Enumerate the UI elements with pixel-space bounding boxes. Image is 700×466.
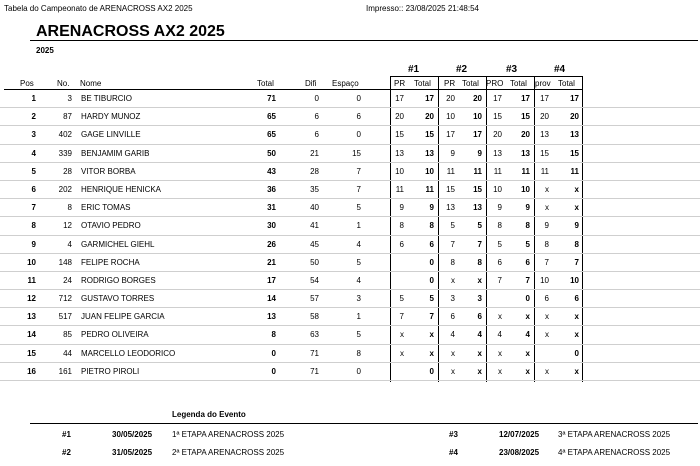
cell-e3-pr: 9 [497, 203, 502, 213]
cell-name: HARDY MUNOZ [81, 112, 141, 122]
cell-e1-total: 20 [425, 112, 434, 122]
cell-e4-total: x [574, 203, 579, 213]
legend-num-1: #1 [62, 430, 71, 439]
cell-e3-pr: 11 [493, 166, 502, 176]
cell-e2-total: x [477, 366, 482, 376]
cell-e4-total: 0 [574, 348, 579, 358]
cell-espaco: 1 [356, 312, 361, 322]
cell-e2-total: 9 [477, 148, 482, 158]
cell-e2-pr: 15 [446, 184, 455, 194]
cell-total: 8 [271, 330, 276, 340]
cell-number: 517 [58, 312, 72, 322]
cell-name: MARCELLO LEODORICO [81, 348, 176, 358]
cell-e2-pr: x [451, 275, 455, 285]
cell-e2-pr: 7 [450, 239, 455, 249]
cell-e1-pr: 11 [395, 184, 404, 194]
document-title: Tabela do Campeonato de ARENACROSS AX2 2025 [4, 4, 193, 13]
cell-number: 85 [63, 330, 72, 340]
col-header-number: No. [57, 79, 70, 88]
table-row [0, 308, 700, 326]
col-header-e4-total: Total [558, 79, 575, 88]
cell-name: PIETRO PIROLI [81, 366, 140, 376]
cell-total: 0 [271, 366, 276, 376]
cell-e1-pr: 15 [395, 130, 404, 140]
cell-espaco: 5 [356, 203, 361, 213]
cell-e4-total: x [574, 312, 579, 322]
cell-e1-pr: x [400, 330, 404, 340]
cell-number: 202 [58, 184, 72, 194]
table-row [0, 363, 700, 381]
cell-espaco: 15 [352, 148, 361, 158]
cell-total: 65 [267, 130, 276, 140]
table-row [0, 199, 700, 217]
col-header-total: Total [257, 79, 274, 88]
cell-e4-pr: 6 [544, 294, 549, 304]
cell-e1-pr: 5 [399, 294, 404, 304]
cell-e3-pr: 10 [493, 184, 502, 194]
cell-e2-pr: 11 [446, 166, 455, 176]
season-year: 2025 [36, 46, 54, 55]
col-header-e4-pr: prov [535, 79, 551, 88]
cell-pos: 15 [27, 348, 36, 358]
cell-difi: 71 [310, 348, 319, 358]
cell-number: 87 [63, 112, 72, 122]
table-row [0, 236, 700, 254]
cell-e4-pr: 11 [540, 166, 549, 176]
col-header-e1-pr: PR [394, 79, 406, 88]
cell-pos: 16 [27, 366, 36, 376]
cell-number: 4 [67, 239, 72, 249]
cell-difi: 50 [310, 257, 319, 267]
print-timestamp: Impresso:: 23/08/2025 21:48:54 [366, 4, 479, 13]
cell-e4-total: 13 [570, 130, 579, 140]
cell-e3-total: x [525, 348, 530, 358]
cell-total: 26 [267, 239, 276, 249]
cell-total: 0 [271, 348, 276, 358]
cell-pos: 7 [31, 203, 36, 213]
cell-e2-pr: 6 [450, 312, 455, 322]
cell-pos: 4 [31, 148, 36, 158]
title-divider [30, 40, 698, 41]
cell-e1-total: 8 [429, 221, 434, 231]
cell-espaco: 3 [356, 294, 361, 304]
cell-e2-total: 5 [477, 221, 482, 231]
cell-pos: 1 [31, 94, 36, 103]
cell-e3-pr: x [498, 312, 502, 322]
col-header-e3-total: Total [510, 79, 527, 88]
cell-difi: 6 [314, 130, 319, 140]
cell-pos: 8 [31, 221, 36, 231]
row-divider [0, 380, 700, 381]
cell-e3-pr: 4 [497, 330, 502, 340]
cell-total: 13 [267, 312, 276, 322]
cell-e1-total: x [429, 330, 434, 340]
cell-e1-pr: 13 [395, 148, 404, 158]
cell-name: FELIPE ROCHA [81, 257, 140, 267]
col-header-difi: Difi [305, 79, 317, 88]
cell-pos: 5 [31, 166, 36, 176]
cell-e1-total: 7 [429, 312, 434, 322]
cell-e4-pr: 13 [540, 130, 549, 140]
legend-title: Legenda do Evento [172, 410, 246, 419]
cell-e4-total: 20 [570, 112, 579, 122]
cell-e3-pr: 15 [493, 112, 502, 122]
cell-e4-total: 17 [570, 94, 579, 103]
cell-pos: 13 [27, 312, 36, 322]
cell-difi: 40 [310, 203, 319, 213]
col-header-pos: Pos [20, 79, 34, 88]
cell-e2-pr: x [451, 348, 455, 358]
cell-espaco: 8 [356, 348, 361, 358]
cell-name: GAGE LINVILLE [81, 130, 141, 140]
cell-total: 14 [267, 294, 276, 304]
cell-total: 65 [267, 112, 276, 122]
table-row [0, 290, 700, 308]
cell-e1-total: 5 [429, 294, 434, 304]
cell-name: ERIC TOMAS [81, 203, 131, 213]
cell-number: 3 [67, 94, 72, 103]
cell-e4-pr: x [545, 366, 549, 376]
legend-num-3: #3 [449, 430, 458, 439]
table-row [0, 145, 700, 163]
table-row [0, 272, 700, 290]
cell-total: 17 [267, 275, 276, 285]
cell-e3-pr: 13 [493, 148, 502, 158]
cell-e2-pr: 10 [446, 112, 455, 122]
table-row [0, 345, 700, 363]
cell-number: 402 [58, 130, 72, 140]
cell-e4-total: x [574, 366, 579, 376]
cell-number: 712 [58, 294, 72, 304]
cell-e1-total: 6 [429, 239, 434, 249]
legend-name-1: 1ª ETAPA ARENACROSS 2025 [172, 430, 285, 439]
legend-name-2: 2ª ETAPA ARENACROSS 2025 [172, 448, 285, 457]
cell-e4-pr: 10 [540, 275, 549, 285]
cell-number: 28 [63, 166, 72, 176]
cell-e3-pr: 5 [497, 239, 502, 249]
cell-pos: 2 [31, 112, 36, 122]
cell-total: 50 [267, 148, 276, 158]
cell-espaco: 5 [356, 330, 361, 340]
cell-e3-total: 9 [525, 203, 530, 213]
cell-pos: 9 [31, 239, 36, 249]
cell-e1-pr: 20 [395, 112, 404, 122]
cell-name: RODRIGO BORGES [81, 275, 156, 285]
cell-e2-total: x [477, 348, 482, 358]
cell-pos: 3 [31, 130, 36, 140]
cell-e4-total: 11 [570, 166, 579, 176]
cell-e3-total: 4 [525, 330, 530, 340]
cell-name: BE TIBURCIO [81, 94, 132, 103]
cell-e2-pr: 3 [450, 294, 455, 304]
cell-e1-total: x [429, 348, 434, 358]
cell-name: BENJAMIM GARIB [81, 148, 150, 158]
cell-pos: 10 [27, 257, 36, 267]
cell-e3-pr: x [498, 348, 502, 358]
cell-e2-total: 17 [473, 130, 482, 140]
cell-e2-total: 11 [473, 166, 482, 176]
cell-e2-pr: 5 [450, 221, 455, 231]
cell-e3-total: x [525, 366, 530, 376]
cell-total: 30 [267, 221, 276, 231]
cell-difi: 28 [310, 166, 319, 176]
cell-e3-pr: 17 [493, 94, 502, 103]
cell-e2-total: 7 [477, 239, 482, 249]
cell-e1-total: 0 [429, 257, 434, 267]
cell-e1-pr: 9 [399, 203, 404, 213]
cell-pos: 11 [27, 275, 36, 285]
cell-e2-pr: 17 [446, 130, 455, 140]
legend-date-1: 30/05/2025 [112, 430, 153, 439]
cell-e1-total: 0 [429, 275, 434, 285]
cell-e1-total: 11 [425, 184, 434, 194]
cell-e3-total: 13 [521, 148, 530, 158]
cell-e2-pr: x [451, 366, 455, 376]
cell-e4-pr: 15 [540, 148, 549, 158]
legend-name-4: 4ª ETAPA ARENACROSS 2025 [558, 448, 671, 457]
cell-total: 36 [267, 184, 276, 194]
cell-total: 31 [267, 203, 276, 213]
cell-difi: 58 [310, 312, 319, 322]
cell-espaco: 7 [356, 184, 361, 194]
table-row [0, 181, 700, 199]
table-row [0, 90, 700, 108]
cell-e2-pr: 13 [446, 203, 455, 213]
cell-e3-total: 15 [521, 112, 530, 122]
cell-e2-pr: 4 [450, 330, 455, 340]
cell-number: 44 [63, 348, 72, 358]
cell-e1-pr: 8 [399, 221, 404, 231]
event-header-2: #2 [456, 64, 468, 75]
cell-e3-pr: 8 [497, 221, 502, 231]
cell-e3-total: 20 [521, 130, 530, 140]
event-header-4: #4 [554, 64, 566, 75]
cell-name: PEDRO OLIVEIRA [81, 330, 149, 340]
table-row [0, 217, 700, 235]
cell-espaco: 0 [356, 366, 361, 376]
cell-e3-total: x [525, 312, 530, 322]
cell-difi: 41 [310, 221, 319, 231]
cell-e4-total: 15 [570, 148, 579, 158]
col-header-e1-total: Total [414, 79, 431, 88]
cell-e2-total: 20 [473, 94, 482, 103]
cell-pos: 14 [27, 330, 36, 340]
cell-e4-total: 7 [574, 257, 579, 267]
cell-number: 339 [58, 148, 72, 158]
col-header-name: Nome [80, 79, 102, 88]
cell-e1-pr: 6 [399, 239, 404, 249]
table-row [0, 326, 700, 344]
cell-e4-pr: x [545, 203, 549, 213]
cell-e1-total: 9 [429, 203, 434, 213]
cell-name: HENRIQUE HENICKA [81, 184, 162, 194]
table-row [0, 163, 700, 181]
cell-e4-pr: 8 [544, 239, 549, 249]
standings-table [0, 90, 700, 381]
cell-name: JUAN FELIPE GARCIA [81, 312, 165, 322]
cell-pos: 12 [27, 294, 36, 304]
col-header-espaco: Espaço [332, 79, 359, 88]
cell-e4-pr: x [545, 330, 549, 340]
cell-name: VITOR BORBA [81, 166, 136, 176]
cell-e3-pr: 7 [497, 275, 502, 285]
cell-e1-pr: 10 [395, 166, 404, 176]
cell-espaco: 4 [356, 275, 361, 285]
legend-date-3: 12/07/2025 [499, 430, 540, 439]
legend-num-4: #4 [449, 448, 458, 457]
cell-e1-total: 17 [425, 94, 434, 103]
cell-e2-pr: 20 [446, 94, 455, 103]
cell-espaco: 4 [356, 239, 361, 249]
cell-e3-total: 7 [525, 275, 530, 285]
legend-num-2: #2 [62, 448, 71, 457]
cell-difi: 63 [310, 330, 319, 340]
cell-difi: 35 [310, 184, 319, 194]
table-row [0, 126, 700, 144]
legend-date-2: 31/05/2025 [112, 448, 153, 457]
cell-espaco: 5 [356, 257, 361, 267]
cell-e3-pr: x [498, 366, 502, 376]
cell-difi: 45 [310, 239, 319, 249]
cell-e3-total: 0 [525, 294, 530, 304]
cell-e2-pr: 8 [450, 257, 455, 267]
cell-number: 161 [58, 366, 72, 376]
cell-number: 148 [58, 257, 72, 267]
cell-e4-total: 9 [574, 221, 579, 231]
cell-espaco: 0 [356, 94, 361, 103]
cell-e2-total: 4 [477, 330, 482, 340]
col-header-e3-pr: PRO [486, 79, 504, 88]
cell-e2-total: 3 [477, 294, 482, 304]
cell-e2-total: 8 [477, 257, 482, 267]
cell-espaco: 7 [356, 166, 361, 176]
cell-e3-pr: 20 [493, 130, 502, 140]
legend-date-4: 23/08/2025 [499, 448, 540, 457]
table-row [0, 254, 700, 272]
event-header-3: #3 [506, 64, 518, 75]
cell-number: 12 [63, 221, 72, 231]
cell-e2-total: 13 [473, 203, 482, 213]
cell-difi: 71 [310, 366, 319, 376]
legend-name-3: 3ª ETAPA ARENACROSS 2025 [558, 430, 671, 439]
cell-e3-total: 6 [525, 257, 530, 267]
cell-e1-pr: x [400, 348, 404, 358]
cell-e4-pr: 17 [540, 94, 549, 103]
cell-number: 8 [67, 203, 72, 213]
cell-e3-total: 11 [521, 166, 530, 176]
cell-e3-total: 10 [521, 184, 530, 194]
cell-e3-pr: 6 [497, 257, 502, 267]
cell-difi: 57 [310, 294, 319, 304]
cell-e4-pr: 7 [544, 257, 549, 267]
cell-name: OTAVIO PEDRO [81, 221, 141, 231]
cell-e1-total: 0 [429, 366, 434, 376]
cell-pos: 6 [31, 184, 36, 194]
cell-espaco: 1 [356, 221, 361, 231]
cell-e1-total: 10 [425, 166, 434, 176]
cell-difi: 6 [314, 112, 319, 122]
cell-e4-total: 10 [570, 275, 579, 285]
col-header-e2-pr: PR [444, 79, 456, 88]
cell-name: GARMICHEL GIEHL [81, 239, 155, 249]
cell-difi: 0 [314, 94, 319, 103]
cell-e1-total: 13 [425, 148, 434, 158]
event-header-1: #1 [408, 64, 420, 75]
cell-total: 71 [267, 94, 276, 103]
cell-difi: 21 [310, 148, 319, 158]
cell-e4-total: x [574, 184, 579, 194]
cell-e3-total: 17 [521, 94, 530, 103]
cell-e4-pr: 20 [540, 112, 549, 122]
cell-e4-total: x [574, 330, 579, 340]
cell-e4-pr: x [545, 184, 549, 194]
cell-e1-pr: 17 [395, 94, 404, 103]
cell-e4-total: 8 [574, 239, 579, 249]
cell-total: 21 [267, 257, 276, 267]
cell-difi: 54 [310, 275, 319, 285]
cell-espaco: 0 [356, 130, 361, 140]
cell-e1-pr: 7 [399, 312, 404, 322]
cell-e2-total: 6 [477, 312, 482, 322]
cell-e3-total: 5 [525, 239, 530, 249]
col-header-e2-total: Total [462, 79, 479, 88]
cell-e2-total: x [477, 275, 482, 285]
cell-e3-total: 8 [525, 221, 530, 231]
cell-total: 43 [267, 166, 276, 176]
cell-e2-pr: 9 [450, 148, 455, 158]
page-title: ARENACROSS AX2 2025 [36, 23, 225, 40]
cell-e1-total: 15 [425, 130, 434, 140]
cell-e4-pr: 9 [544, 221, 549, 231]
cell-e4-total: 6 [574, 294, 579, 304]
cell-e2-total: 10 [473, 112, 482, 122]
cell-name: GUSTAVO TORRES [81, 294, 155, 304]
legend-divider [30, 423, 698, 424]
cell-number: 24 [63, 275, 72, 285]
cell-espaco: 6 [356, 112, 361, 122]
table-row [0, 108, 700, 126]
cell-e2-total: 15 [473, 184, 482, 194]
cell-e4-pr: x [545, 312, 549, 322]
